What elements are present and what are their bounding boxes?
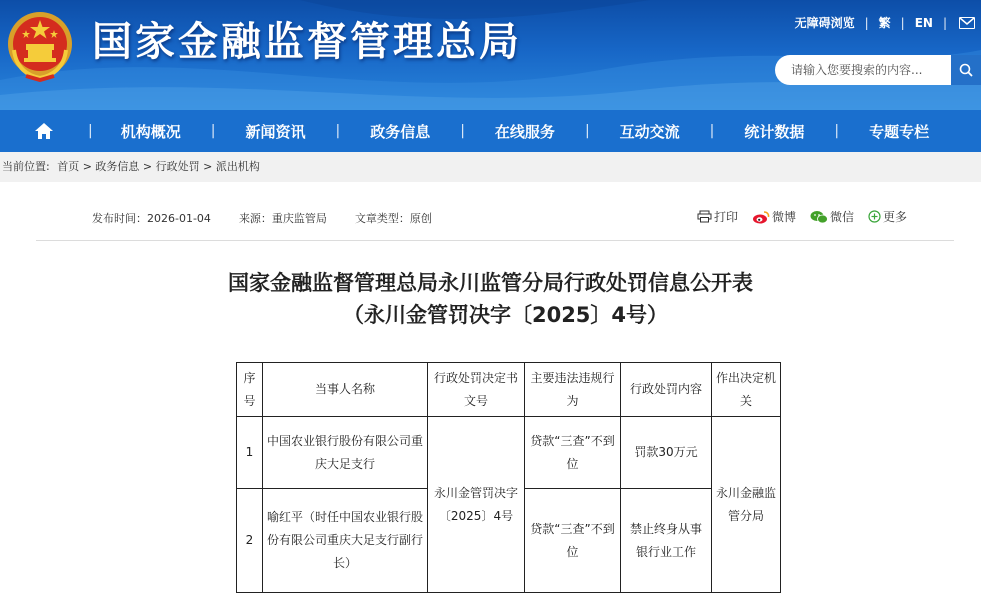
- article-title: 国家金融监督管理总局永川监管分局行政处罚信息公开表: [228, 271, 753, 295]
- print-label: 打印: [713, 210, 738, 224]
- header-content: 行政处罚内容: [621, 363, 712, 417]
- search-input[interactable]: [775, 63, 945, 77]
- more-label: 更多: [882, 210, 907, 224]
- breadcrumb-prefix: 当前位置:: [2, 160, 50, 173]
- print-button[interactable]: [697, 208, 738, 225]
- row-content: 罚款30万元: [621, 417, 712, 489]
- row-content: 禁止终身从事银行业工作: [621, 489, 712, 593]
- main-nav: [0, 110, 981, 152]
- traditional-chinese-link[interactable]: 繁: [878, 16, 891, 30]
- nav-item-government-info[interactable]: 政务信息: [370, 122, 431, 141]
- row-violation: 贷款“三查”不到位: [525, 417, 621, 489]
- mail-icon[interactable]: [959, 17, 975, 29]
- site-header: [0, 0, 981, 110]
- article-subtitle: （永川金管罚决字〔2025〕4号）: [342, 303, 669, 327]
- printer-icon: [697, 210, 712, 223]
- header-violation: 主要违法违规行为: [525, 363, 621, 417]
- row-party: 喻红平（时任中国农业银行股份有限公司重庆大足支行副行长）: [263, 489, 428, 593]
- site-title[interactable]: 国家金融监督管理总局: [92, 19, 522, 65]
- nav-item-interaction[interactable]: 互动交流: [619, 122, 680, 141]
- accessibility-link[interactable]: 无障碍浏览: [794, 16, 855, 30]
- wechat-icon: [810, 210, 828, 224]
- nav-home[interactable]: [0, 110, 88, 152]
- national-emblem-icon: [6, 10, 74, 82]
- nav-separator: |: [709, 123, 715, 139]
- row-party: 中国农业银行股份有限公司重庆大足支行: [263, 417, 428, 489]
- search-button[interactable]: [951, 55, 981, 85]
- wechat-label: 微信: [829, 210, 854, 224]
- plus-circle-icon: [868, 210, 881, 223]
- nav-item-statistics[interactable]: 统计数据: [744, 122, 805, 141]
- table-row: [237, 417, 781, 489]
- weibo-share-button[interactable]: [752, 208, 796, 225]
- nav-separator: |: [88, 123, 93, 139]
- article-type: 文章类型：原创: [354, 212, 432, 225]
- row-seq: 2: [237, 489, 263, 593]
- breadcrumb-path[interactable]: 首页 > 政务信息 > 行政处罚 > 派出机构: [57, 160, 260, 173]
- header-party: 当事人名称: [263, 363, 428, 417]
- row-authority: 永川金融监管分局: [712, 417, 781, 593]
- table-header-row: [237, 363, 781, 417]
- home-icon: [34, 122, 54, 140]
- nav-item-news[interactable]: 新闻资讯: [245, 122, 306, 141]
- publish-time: 发布时间：2026-01-04: [92, 212, 211, 225]
- nav-separator: |: [834, 123, 840, 139]
- separator: |: [942, 15, 947, 30]
- wechat-share-button[interactable]: [810, 208, 854, 225]
- nav-separator: |: [584, 123, 590, 139]
- nav-item-online-service[interactable]: 在线服务: [494, 122, 555, 141]
- header-seq: 序号: [237, 363, 263, 417]
- article-meta: [92, 210, 460, 226]
- weibo-label: 微博: [771, 210, 796, 224]
- meta-divider: [36, 240, 954, 241]
- row-violation: 贷款“三查”不到位: [525, 489, 621, 593]
- row-doc-no: 永川金管罚决字〔2025〕4号: [428, 417, 525, 593]
- row-seq: 1: [237, 417, 263, 489]
- separator: |: [900, 15, 905, 30]
- search-icon: [959, 63, 973, 77]
- header-authority: 作出决定机关: [712, 363, 781, 417]
- penalty-table: [236, 362, 781, 593]
- more-share-button[interactable]: [868, 208, 907, 225]
- nav-item-institution[interactable]: 机构概况: [120, 122, 181, 141]
- nav-separator: |: [335, 123, 341, 139]
- nav-item-topics[interactable]: 专题专栏: [869, 122, 930, 141]
- breadcrumb: [0, 152, 981, 182]
- top-links: [795, 14, 975, 31]
- english-link[interactable]: EN: [914, 15, 933, 30]
- header-doc-no: 行政处罚决定书文号: [428, 363, 525, 417]
- nav-separator: |: [460, 123, 465, 139]
- search-box: [775, 55, 981, 85]
- weibo-icon: [752, 210, 770, 224]
- nav-separator: |: [210, 123, 216, 139]
- separator: |: [864, 15, 869, 30]
- article-source: 来源：重庆监管局: [238, 212, 327, 225]
- share-bar: [683, 208, 907, 225]
